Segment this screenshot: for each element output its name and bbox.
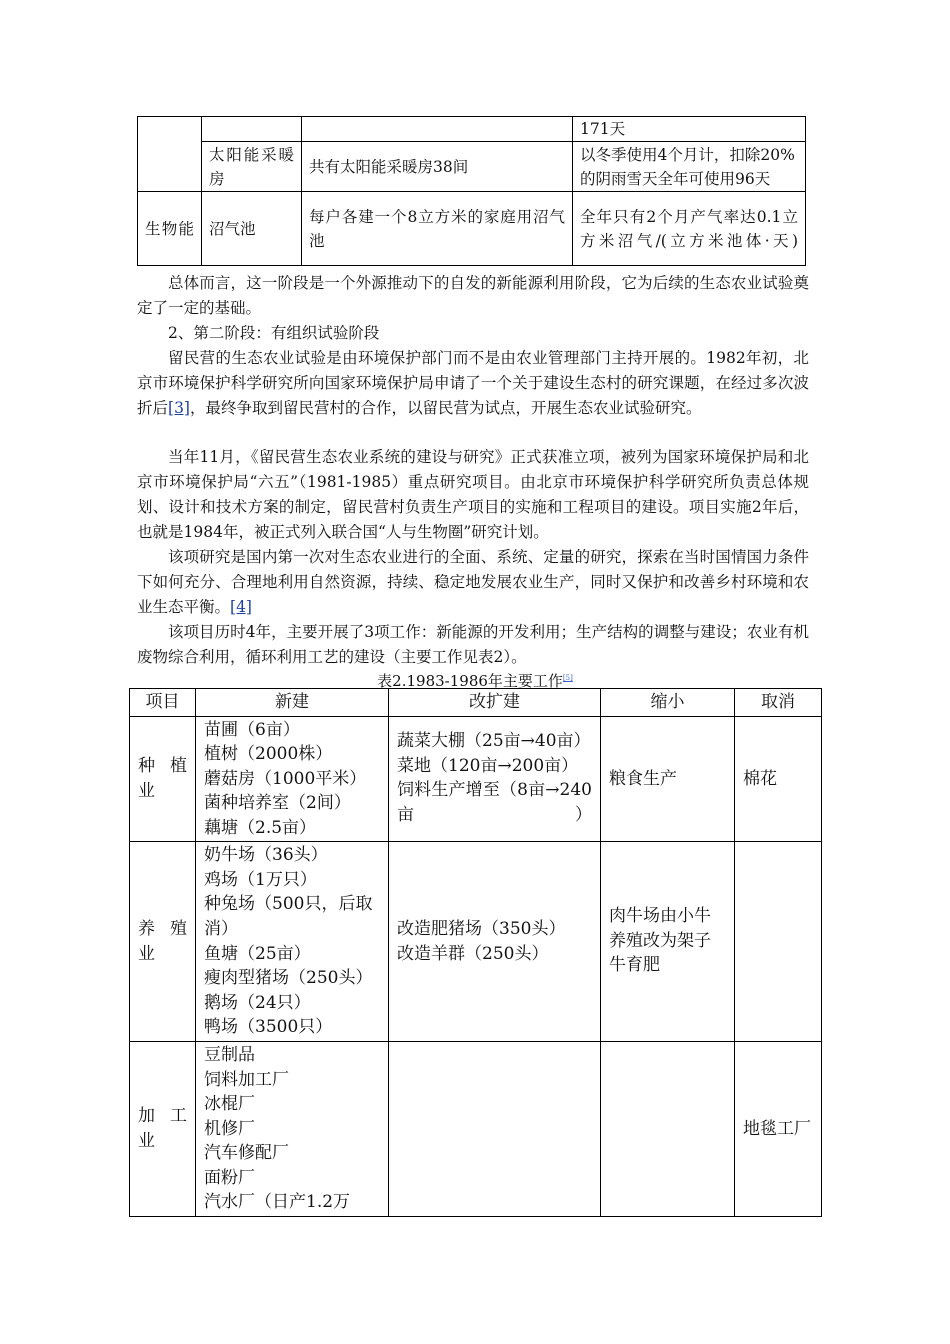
expand-cell — [389, 842, 601, 1042]
list-item: 瘦肉型猪场（250头） — [204, 968, 373, 989]
list-item: 奶牛场（36头） — [204, 845, 328, 866]
paragraph: 当年11月，《留民营生态农业系统的建设与研究》正式获准立项，被列为国家环境保护局和北京市环境保护局“六五”（1981-1985）重点研究项目。由北京市环境保护科学研究所负责总体规划、设计和技术方案的制定，留民营村负责生产项目的实施和工程项目的建设。项目实施2年后，也就是1984年，被正式列入联合国“人与生物圈”研究计划。 — [137, 448, 809, 541]
cancel-cell: 地毯工厂 — [735, 1042, 822, 1217]
list-item: 面粉厂 — [204, 1167, 255, 1188]
header-cell: 改扩建 — [389, 689, 601, 717]
list-item: 豆制品 — [204, 1044, 255, 1065]
cell — [302, 117, 573, 142]
list-item: 鹅场（24只） — [204, 992, 311, 1013]
category-cell: 加工业 — [130, 1042, 196, 1217]
category-cell-empty — [138, 117, 202, 192]
cancel-cell: 棉花 — [735, 717, 822, 842]
main-work-table — [129, 688, 822, 1217]
list-item: 汽水厂（日产1.2万 — [204, 1192, 351, 1213]
list-item: 改造肥猪场（350头） — [397, 918, 566, 939]
expand-cell — [389, 1042, 601, 1217]
table-row — [130, 1042, 822, 1217]
list-item: 鸡场（1万只） — [204, 869, 317, 890]
energy-table — [137, 116, 806, 266]
list-item: 汽车修配厂 — [204, 1143, 289, 1164]
header-cell: 取消 — [735, 689, 822, 717]
note-cell: 171天 — [573, 117, 806, 142]
text: ，最终争取到留民营村的合作，以留民营为试点，开展生态农业试验研究。 — [189, 399, 702, 417]
paragraph — [137, 346, 809, 421]
list-item: 饲料生产增至（8亩→240亩） — [397, 780, 592, 825]
cell — [202, 117, 302, 142]
list-item: 冰棍厂 — [204, 1094, 255, 1115]
list-item: 藕塘（2.5亩） — [204, 817, 317, 838]
item-name-cell: 沼气池 — [202, 192, 302, 266]
desc-cell: 共有太阳能采暖房38间 — [302, 142, 573, 192]
list-item: 苗圃（6亩） — [204, 719, 300, 740]
category-cell: 养殖业 — [130, 842, 196, 1042]
category-cell: 生物能 — [138, 192, 202, 266]
list-item: 机修厂 — [204, 1118, 255, 1139]
list-item: 改造羊群（250头） — [397, 943, 549, 964]
paragraph: 总体而言，这一阶段是一个外源推动下的自发的新能源利用阶段，它为后续的生态农业试验奠定了一定的基础。 — [137, 274, 809, 317]
note-cell: 全年只有2个月产气率达0.1立方米沼气/(立方米池体·天) — [573, 192, 806, 266]
list-item: 蔬菜大棚（25亩→40亩） — [397, 731, 591, 751]
paragraph: 该项目历时4年，主要开展了3项工作：新能源的开发利用；生产结构的调整与建设；农业有机废物综合利用，循环利用工艺的建设（主要工作见表2）。 — [137, 623, 809, 666]
item-name-cell: 太阳能采暖房 — [202, 142, 302, 192]
shrink-cell: 肉牛场由小牛养殖改为架子牛育肥 — [601, 842, 735, 1042]
shrink-cell — [601, 1042, 735, 1217]
new-cell — [196, 1042, 389, 1217]
new-cell — [196, 717, 389, 842]
new-cell — [196, 842, 389, 1042]
list-item: 种兔场（500只，后取消） — [204, 894, 373, 939]
citation-link[interactable]: [4] — [230, 598, 252, 616]
desc-cell: 每户各建一个8立方米的家庭用沼气池 — [302, 192, 573, 266]
citation-link[interactable]: [3] — [168, 399, 190, 417]
list-item: 菜地（120亩→200亩） — [397, 755, 579, 776]
list-item: 植树（2000株） — [204, 744, 333, 765]
list-item: 饲料加工厂 — [204, 1069, 289, 1090]
header-cell: 新建 — [196, 689, 389, 717]
shrink-cell: 粮食生产 — [601, 717, 735, 842]
cancel-cell — [735, 842, 822, 1042]
citation-link[interactable]: [5] — [562, 674, 573, 682]
text: 该项研究是国内第一次对生态农业进行的全面、系统、定量的研究，探索在当时国情国力条件下如何充分、合理地利用自然资源，持续、稳定地发展农业生产，同时又保护和改善乡村环境和农业生态平衡。 — [137, 548, 809, 616]
table-row — [130, 717, 822, 842]
header-cell: 项目 — [130, 689, 196, 717]
list-item: 蘑菇房（1000平米） — [204, 768, 367, 789]
text: 留民营的生态农业试验是由环境保护部门而不是由农业管理部门主持开展的。1982年初，北京市环境保护科学研究所向国家环境保护局申请了一个关于建设生态村的研究课题，在经过多次波折后 — [137, 349, 809, 417]
note-cell: 以冬季使用4个月计，扣除20%的阴雨雪天全年可使用96天 — [573, 142, 806, 192]
header-cell: 缩小 — [601, 689, 735, 717]
list-item: 鱼塘（25亩） — [204, 943, 311, 964]
paragraph — [137, 545, 809, 620]
category-cell: 种植业 — [130, 717, 196, 842]
list-item: 鸭场（3500只） — [204, 1017, 333, 1038]
caption-text: 表2.1983-1986年主要工作 — [377, 672, 563, 690]
expand-cell — [389, 717, 601, 842]
list-item: 菌种培养室（2间） — [204, 793, 351, 814]
section-heading: 2、第二阶段：有组织试验阶段 — [168, 324, 380, 342]
table-row — [130, 842, 822, 1042]
